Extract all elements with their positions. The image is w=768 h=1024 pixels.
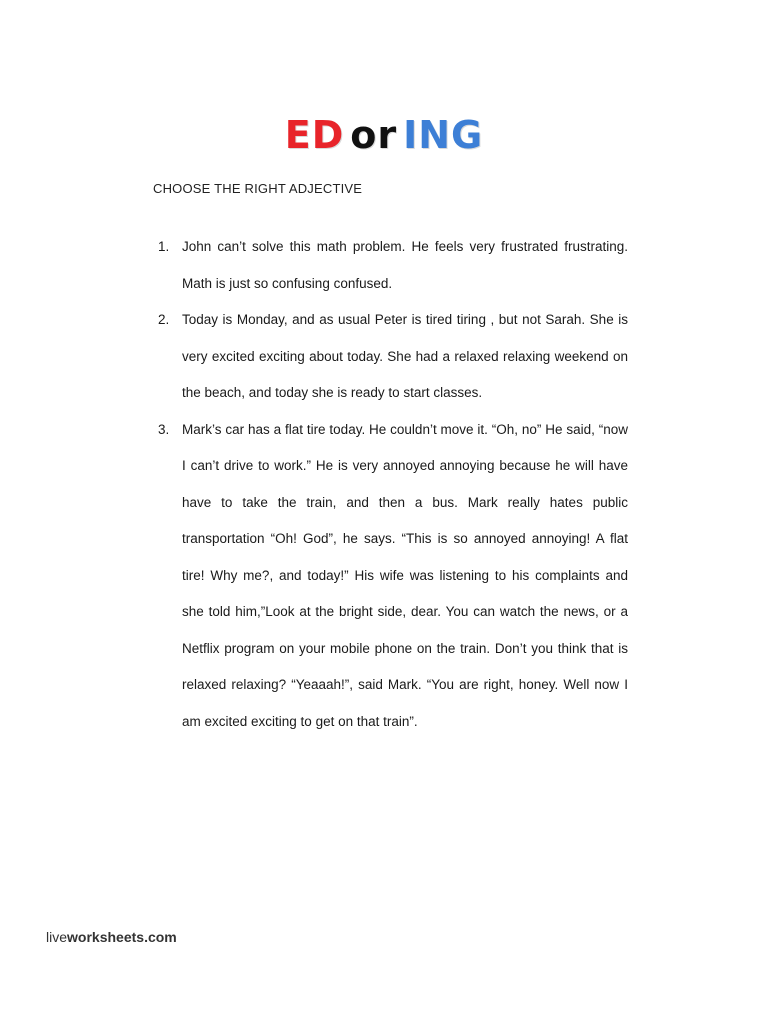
title-ed: ED — [284, 113, 345, 157]
question-text: Mark’s car has a flat tire today. He couldn’t move it. “Oh, no” He said, “now I can’t drive to work.” He is very annoyed annoying because he will have have to take the train, and then a bus. Mark really hates public transportation “Oh! God”, he says. “This is so annoyed annoying! A flat tire! Why me?, and today!” His wife was listening to his complaints and she told him,”Look at the bright side, dear. You can watch the news, or a Netflix program on your mobile phone on the train. Don’t you think that is relaxed relaxing? “Yeaaah!”, said Mark. “You are right, honey. Well now I am excited exciting to get on that train”. — [182, 421, 628, 729]
question-text: Today is Monday, and as usual Peter is tired tiring , but not Sarah. She is very excited exciting about today. She had a relaxed relaxing weekend on the beach, and today she is ready to start classes. — [182, 312, 628, 400]
question-number: 3. — [158, 421, 170, 437]
question-3 — [158, 412, 628, 741]
question-text: John can’t solve this math problem. He feels very frustrated frustrating. Math is just so confusing confused. — [182, 239, 628, 291]
question-2 — [158, 302, 628, 412]
logo-prefix: live — [46, 929, 68, 945]
title-or: or — [350, 113, 398, 157]
worksheet-title — [0, 113, 768, 157]
liveworksheets-logo — [46, 929, 177, 945]
title-ing: ING — [403, 113, 484, 157]
instructions: CHOOSE THE RIGHT ADJECTIVE — [153, 181, 363, 196]
question-number: 2. — [158, 312, 170, 327]
question-number: 1. — [158, 239, 170, 254]
question-list — [158, 229, 628, 740]
logo-brand: worksheets — [67, 929, 145, 945]
question-1 — [158, 229, 628, 302]
logo-suffix: .com — [144, 929, 177, 945]
